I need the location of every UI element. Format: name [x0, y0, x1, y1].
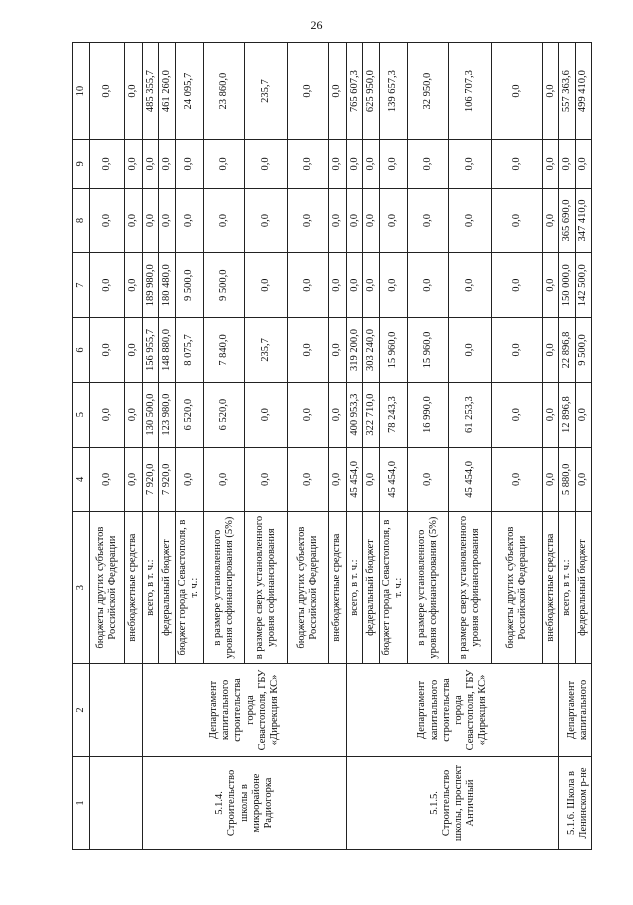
value-cell: 0,0: [90, 382, 125, 447]
value-cell: 9 500,0: [575, 318, 591, 383]
value-cell: 45 454,0: [347, 447, 363, 512]
value-cell: 180 480,0: [159, 253, 175, 318]
value-cell: 0,0: [287, 43, 328, 140]
source-cell: бюджет города Севастополя, в т. ч.:: [175, 512, 204, 664]
value-cell: 0,0: [379, 140, 408, 189]
value-cell: 0,0: [159, 188, 175, 253]
value-cell: 0,0: [328, 43, 346, 140]
col-header: 2: [73, 663, 90, 756]
col-header: 3: [73, 512, 90, 664]
executor-cell: Департамент капитального строительства города Севастополя, ГБУ «Дирекция КС»: [143, 663, 347, 756]
value-cell: 0,0: [491, 140, 542, 189]
item-name-cell: 5.1.6. Школа в Ленинском р-не: [559, 756, 592, 849]
value-cell: 15 960,0: [379, 318, 408, 383]
value-cell: 0,0: [491, 382, 542, 447]
value-cell: 0,0: [347, 253, 363, 318]
value-cell: 142 500,0: [575, 253, 591, 318]
value-cell: 0,0: [542, 188, 558, 253]
value-cell: 0,0: [542, 140, 558, 189]
value-cell: 0,0: [124, 43, 142, 140]
executor-cell: Департамент капитального строительства города Севастополя, ГБУ «Дирекция КС»: [347, 663, 559, 756]
value-cell: 16 990,0: [408, 382, 449, 447]
value-cell: 15 960,0: [408, 318, 449, 383]
value-cell: 0,0: [363, 188, 379, 253]
value-cell: 322 710,0: [363, 382, 379, 447]
value-cell: 0,0: [449, 188, 492, 253]
value-cell: 0,0: [363, 140, 379, 189]
col-header: 1: [73, 756, 90, 849]
col-header: 4: [73, 447, 90, 512]
value-cell: 12 896,8: [559, 382, 575, 447]
value-cell: 365 690,0: [559, 188, 575, 253]
value-cell: 0,0: [143, 140, 159, 189]
value-cell: 0,0: [449, 253, 492, 318]
value-cell: 0,0: [204, 447, 245, 512]
value-cell: 32 950,0: [408, 43, 449, 140]
value-cell: 0,0: [245, 447, 288, 512]
value-cell: 0,0: [287, 140, 328, 189]
value-cell: 0,0: [245, 253, 288, 318]
value-cell: 0,0: [449, 140, 492, 189]
value-cell: 0,0: [143, 188, 159, 253]
value-cell: 0,0: [328, 253, 346, 318]
header-row: [73, 43, 90, 850]
executor-cell: Департамент капитального: [559, 663, 592, 756]
value-cell: 0,0: [542, 43, 558, 140]
col-header: 9: [73, 140, 90, 189]
value-cell: 0,0: [379, 253, 408, 318]
value-cell: 0,0: [408, 447, 449, 512]
value-cell: 61 253,3: [449, 382, 492, 447]
value-cell: 347 410,0: [575, 188, 591, 253]
financing-table: [72, 42, 592, 850]
source-cell: федеральный бюджет: [575, 512, 591, 664]
value-cell: 45 454,0: [379, 447, 408, 512]
value-cell: 0,0: [379, 188, 408, 253]
col-header: 10: [73, 43, 90, 140]
source-cell: в размере установленного уровня софинансирования (5%): [204, 512, 245, 664]
item-name-cell: 5.1.4. Строительство школы в микрорайоне Радиогорка: [143, 756, 347, 849]
value-cell: 0,0: [491, 447, 542, 512]
value-cell: 765 607,3: [347, 43, 363, 140]
value-cell: 7 920,0: [143, 447, 159, 512]
source-cell: в размере сверх установленного уровня софинансирования: [245, 512, 288, 664]
value-cell: 0,0: [287, 253, 328, 318]
value-cell: 6 520,0: [175, 382, 204, 447]
item-name-cell: [90, 756, 143, 849]
source-cell: бюджеты других субъектов Российской Федерации: [287, 512, 328, 664]
value-cell: 0,0: [575, 382, 591, 447]
value-cell: 0,0: [491, 43, 542, 140]
value-cell: 123 980,0: [159, 382, 175, 447]
value-cell: 0,0: [347, 188, 363, 253]
value-cell: 0,0: [124, 140, 142, 189]
source-cell: в размере установленного уровня софинансирования (5%): [408, 512, 449, 664]
value-cell: 499 410,0: [575, 43, 591, 140]
value-cell: 0,0: [124, 382, 142, 447]
value-cell: 0,0: [542, 447, 558, 512]
value-cell: 148 880,0: [159, 318, 175, 383]
value-cell: 319 200,0: [347, 318, 363, 383]
value-cell: 0,0: [328, 382, 346, 447]
value-cell: 6 520,0: [204, 382, 245, 447]
value-cell: 0,0: [90, 43, 125, 140]
value-cell: 0,0: [491, 188, 542, 253]
value-cell: 22 896,8: [559, 318, 575, 383]
value-cell: 0,0: [124, 447, 142, 512]
value-cell: 0,0: [204, 188, 245, 253]
value-cell: 0,0: [542, 318, 558, 383]
table-row: [143, 43, 159, 850]
value-cell: 0,0: [90, 253, 125, 318]
value-cell: 0,0: [245, 188, 288, 253]
value-cell: 189 980,0: [143, 253, 159, 318]
value-cell: 0,0: [90, 318, 125, 383]
value-cell: 150 000,0: [559, 253, 575, 318]
value-cell: 9 500,0: [175, 253, 204, 318]
value-cell: 235,7: [245, 318, 288, 383]
value-cell: 461 260,0: [159, 43, 175, 140]
value-cell: 0,0: [575, 447, 591, 512]
value-cell: 0,0: [287, 188, 328, 253]
value-cell: 0,0: [175, 188, 204, 253]
col-header: 5: [73, 382, 90, 447]
col-header: 8: [73, 188, 90, 253]
value-cell: 0,0: [287, 447, 328, 512]
executor-cell: [90, 663, 143, 756]
source-cell: внебюджетные средства: [542, 512, 558, 664]
value-cell: 0,0: [559, 140, 575, 189]
value-cell: 0,0: [175, 140, 204, 189]
value-cell: 130 500,0: [143, 382, 159, 447]
source-cell: всего, в т. ч.:: [143, 512, 159, 664]
value-cell: 0,0: [245, 382, 288, 447]
source-cell: бюджеты других субъектов Российской Федерации: [90, 512, 125, 664]
value-cell: 557 363,6: [559, 43, 575, 140]
value-cell: 303 240,0: [363, 318, 379, 383]
source-cell: федеральный бюджет: [363, 512, 379, 664]
value-cell: 24 095,7: [175, 43, 204, 140]
page-number: 26: [310, 18, 323, 32]
value-cell: 0,0: [245, 140, 288, 189]
value-cell: 7 840,0: [204, 318, 245, 383]
value-cell: 0,0: [575, 140, 591, 189]
value-cell: 0,0: [159, 140, 175, 189]
value-cell: 0,0: [408, 188, 449, 253]
source-cell: всего, в т. ч.:: [559, 512, 575, 664]
value-cell: 0,0: [90, 140, 125, 189]
value-cell: 9 500,0: [204, 253, 245, 318]
value-cell: 8 075,7: [175, 318, 204, 383]
source-cell: федеральный бюджет: [159, 512, 175, 664]
value-cell: 0,0: [408, 253, 449, 318]
value-cell: 0,0: [542, 382, 558, 447]
value-cell: 0,0: [542, 253, 558, 318]
source-cell: в размере сверх установленного уровня софинансирования: [449, 512, 492, 664]
table-row: [559, 43, 575, 850]
value-cell: 156 955,7: [143, 318, 159, 383]
value-cell: 0,0: [328, 188, 346, 253]
value-cell: 139 657,3: [379, 43, 408, 140]
value-cell: 0,0: [328, 447, 346, 512]
source-cell: внебюджетные средства: [328, 512, 346, 664]
source-cell: бюджет города Севастополя, в т. ч.:: [379, 512, 408, 664]
value-cell: 0,0: [124, 188, 142, 253]
table-row: [90, 43, 125, 850]
value-cell: 0,0: [90, 447, 125, 512]
value-cell: 78 243,3: [379, 382, 408, 447]
value-cell: 0,0: [175, 447, 204, 512]
value-cell: 0,0: [347, 140, 363, 189]
value-cell: 7 920,0: [159, 447, 175, 512]
value-cell: 0,0: [408, 140, 449, 189]
value-cell: 0,0: [124, 253, 142, 318]
value-cell: 625 950,0: [363, 43, 379, 140]
value-cell: 0,0: [449, 318, 492, 383]
table-row: [347, 43, 363, 850]
value-cell: 0,0: [124, 318, 142, 383]
value-cell: 45 454,0: [449, 447, 492, 512]
value-cell: 0,0: [491, 318, 542, 383]
value-cell: 0,0: [491, 253, 542, 318]
item-name-cell: 5.1.5. Строительство школы, проспект Античный: [347, 756, 559, 849]
value-cell: 0,0: [328, 318, 346, 383]
value-cell: 5 880,0: [559, 447, 575, 512]
value-cell: 0,0: [287, 318, 328, 383]
value-cell: 0,0: [287, 382, 328, 447]
value-cell: 23 860,0: [204, 43, 245, 140]
source-cell: бюджеты других субъектов Российской Федерации: [491, 512, 542, 664]
value-cell: 0,0: [363, 447, 379, 512]
col-header: 7: [73, 253, 90, 318]
value-cell: 0,0: [363, 253, 379, 318]
rotated-table-wrapper: [72, 42, 592, 850]
value-cell: 106 707,3: [449, 43, 492, 140]
value-cell: 0,0: [204, 140, 245, 189]
col-header: 6: [73, 318, 90, 383]
value-cell: 235,7: [245, 43, 288, 140]
source-cell: внебюджетные средства: [124, 512, 142, 664]
value-cell: 485 355,7: [143, 43, 159, 140]
value-cell: 0,0: [328, 140, 346, 189]
value-cell: 400 953,3: [347, 382, 363, 447]
source-cell: всего, в т. ч.:: [347, 512, 363, 664]
value-cell: 0,0: [90, 188, 125, 253]
